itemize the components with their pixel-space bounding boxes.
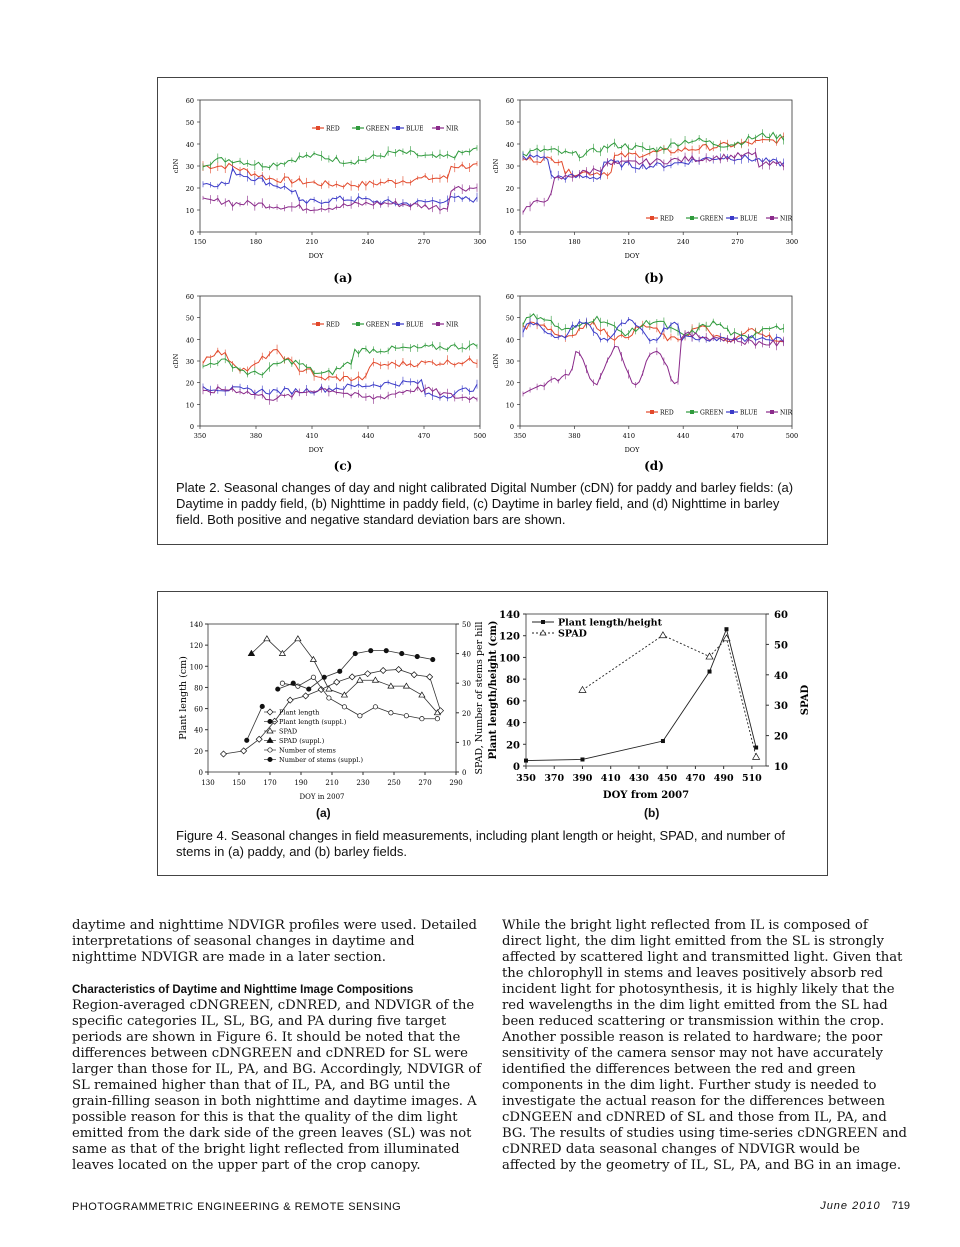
x-tick-label: 170: [263, 779, 277, 787]
legend-marker: [316, 322, 320, 326]
data-point: [357, 677, 363, 682]
journal-name: PHOTOGRAMMETRIC ENGINEERING & REMOTE SENSING: [72, 1201, 402, 1213]
legend-label: NIR: [446, 125, 459, 133]
right-paragraph: While the bright light reflected from IL is composed of direct light, the dim light emitted from the SL is strongly affected by scattered light and transmitted light. Given that the chlorophyll in stems and leaves positively absorb red incident light for photosynthesis, it is highly likely that the red wavelengths in the dim light emitted from the SL had been reduced scattering or transmission within the crop. Another possible reason is related to hardware; the poor sensitivity of the camera sensor may not have accurately identified the differences between the red and green components in the dim light. Further study is needed to investigate the actual reason for the differences between cDNGEEN and cDNRED of SL and those from IL, PA, and BG. The results of studies using time-series cDNGREEN and cDNRED data seasonal changes of NDVIGR would be affected by the geometry of IL, SL, PA, and BG in an image.: [502, 918, 908, 1173]
x-tick-label: 470: [417, 432, 431, 440]
data-point: [365, 671, 371, 677]
figure4b-legend: [532, 618, 663, 640]
legend-marker: [267, 709, 273, 715]
plate2-legend-2: [646, 216, 793, 223]
data-point: [334, 679, 340, 685]
y2-tick-label: 40: [774, 670, 788, 682]
figure4a-label: (a): [316, 806, 331, 820]
legend-marker: [436, 126, 440, 130]
x-tick-label: 350: [513, 432, 527, 440]
y-tick-label: 0: [513, 762, 520, 773]
data-point: [753, 753, 760, 759]
legend-marker: [690, 216, 694, 220]
series-blue: [203, 165, 477, 208]
legend-label: GREEN: [366, 125, 390, 133]
y-tick-label: 50: [185, 119, 194, 127]
x-tick-label: 380: [249, 432, 263, 440]
x-tick-label: 470: [731, 432, 744, 440]
data-point: [524, 759, 528, 763]
y2-tick-label: 10: [462, 739, 471, 748]
plot-frame: [200, 296, 480, 426]
legend-marker: [356, 322, 360, 326]
y2-tick-label: 50: [774, 640, 788, 652]
legend-marker: [356, 126, 360, 130]
y-axis-label: cDN: [492, 353, 500, 369]
legend-label: Plant length/height: [558, 617, 662, 629]
plate2-legend-3: [312, 322, 459, 329]
y-tick-label: 30: [185, 163, 194, 171]
data-point: [303, 693, 309, 699]
issue-date: June 2010: [820, 1200, 881, 1212]
x-tick-label: 210: [325, 779, 339, 787]
x-axis-label: DOY: [624, 252, 640, 260]
x-tick-label: 270: [417, 238, 431, 246]
x-axis-label: DOY in 2007: [299, 793, 345, 801]
legend-marker: [268, 719, 272, 723]
plot-frame: [520, 100, 792, 232]
y-tick-label: 30: [505, 163, 514, 171]
legend-label: SPAD: [279, 727, 298, 736]
plate2-legend-4: [646, 410, 793, 417]
legend-label: Number of stems (suppl.): [279, 756, 364, 764]
left-intro: daytime and nighttime NDVIGR profiles were used. Detailed interpretations of seasonal changes in daytime and nighttime NDVIGR are made in a later section.: [72, 918, 477, 965]
y-tick-label: 0: [189, 423, 194, 431]
x-tick-label: 150: [232, 779, 246, 787]
x-tick-label: 470: [685, 773, 706, 784]
data-point: [403, 683, 409, 688]
y-tick-label: 60: [185, 97, 194, 105]
y-tick-label: 80: [506, 675, 520, 687]
x-tick-label: 350: [193, 432, 207, 440]
legend-marker: [690, 410, 694, 414]
x-tick-label: 230: [356, 779, 370, 787]
x-tick-label: 250: [387, 779, 401, 787]
series-green: [203, 145, 477, 171]
x-tick-label: 450: [657, 773, 678, 784]
series-line: [251, 639, 437, 713]
legend-marker: [396, 126, 400, 130]
x-tick-label: 390: [572, 773, 593, 784]
series-1: [524, 627, 758, 762]
legend-marker: [541, 620, 545, 624]
x-tick-label: 130: [201, 779, 215, 787]
series-nir: [523, 330, 784, 396]
x-tick-label: 300: [785, 238, 799, 246]
section-heading: Characteristics of Daytime and Nighttime Image Compositions: [72, 984, 414, 996]
legend-label: SPAD (suppl.): [279, 737, 325, 745]
data-point: [287, 697, 293, 703]
data-point: [372, 677, 378, 682]
left-paragraph: Region-averaged cDNGREEN, cDNRED, and NDVIGR of the specific categories IL, SL, BG, and PA during five target periods are shown in Figure 6. It should be noted that the differences between cDNGREEN and cDNRED for SL were larger than those for IL, PA, and BG. Accordingly, NDVIGR of SL remained higher than that of IL, PA, and BG until the grain-filling season in both nighttime and daytime images. A possible reason for this is that the quality of the dim light emitted from the dark side of the green leaves (SL) was not same as that of the bright light reflected from illuminated leaves located on the upper part of the crop canopy.: [72, 998, 482, 1173]
figure4a-chart: [176, 602, 485, 817]
plot-frame: [200, 100, 480, 232]
y-tick-label: 120: [499, 631, 520, 643]
data-point: [427, 674, 433, 680]
series-blue: [523, 317, 784, 346]
legend-label: RED: [660, 215, 674, 223]
legend-marker: [730, 216, 734, 220]
plate2-label-1: (a): [333, 271, 353, 285]
y-tick-label: 20: [194, 747, 203, 756]
x-tick-label: 290: [449, 779, 463, 787]
x-tick-label: 380: [568, 432, 581, 440]
data-point: [353, 651, 357, 655]
y-tick-label: 20: [185, 379, 194, 388]
series-nir: [203, 383, 477, 405]
series-line: [247, 706, 263, 740]
data-point: [245, 738, 249, 742]
series-line-blue: [523, 155, 784, 180]
legend-marker: [267, 738, 273, 743]
data-point: [349, 674, 355, 680]
data-point: [389, 711, 393, 715]
series-line: [582, 635, 756, 757]
data-point: [420, 717, 424, 721]
legend-marker: [436, 322, 440, 326]
y-tick-label: 60: [185, 293, 194, 301]
legend-marker: [316, 126, 320, 130]
plate2-panel-4: [492, 293, 798, 454]
plate2-label-3: (c): [333, 459, 353, 473]
data-point: [579, 687, 586, 693]
data-point: [661, 739, 665, 743]
series-nir: [523, 148, 784, 215]
legend-label: BLUE: [406, 321, 424, 329]
y-tick-label: 40: [505, 141, 514, 149]
y-axis-label: Plant length (cm): [178, 656, 189, 740]
data-point: [708, 670, 712, 674]
data-point: [276, 687, 280, 691]
x-tick-label: 410: [600, 773, 621, 784]
data-point: [419, 692, 425, 697]
data-point: [404, 714, 408, 718]
y-tick-label: 120: [189, 642, 203, 651]
y-tick-label: 30: [505, 358, 514, 366]
legend-label: RED: [326, 125, 340, 133]
data-point: [580, 757, 584, 761]
plate2-panel-2: [492, 97, 798, 260]
legend-label: RED: [660, 409, 674, 417]
legend-label: GREEN: [700, 409, 724, 417]
y-tick-label: 10: [505, 401, 514, 410]
y-tick-label: 140: [189, 621, 203, 629]
x-tick-label: 180: [249, 238, 263, 246]
y2-tick-label: 30: [774, 701, 788, 713]
x-tick-label: 150: [513, 238, 527, 246]
y-tick-label: 0: [198, 769, 203, 777]
legend-label: BLUE: [740, 409, 758, 417]
data-point: [338, 669, 342, 673]
legend-label: Plant length (suppl.): [279, 718, 347, 726]
x-tick-label: 440: [361, 432, 375, 440]
data-point: [221, 751, 227, 757]
y-tick-label: 40: [506, 718, 520, 730]
y-tick-label: 20: [185, 185, 194, 193]
data-point: [754, 746, 758, 750]
series-line-green: [523, 314, 784, 338]
y2-tick-label: 60: [774, 610, 788, 621]
data-point: [327, 696, 331, 700]
y-tick-label: 50: [505, 314, 514, 323]
page-number: 719: [891, 1200, 910, 1212]
series-green: [203, 341, 477, 379]
x-axis-label: DOY: [308, 252, 324, 260]
plate2-label-4: (d): [644, 459, 664, 473]
series-line: [278, 651, 433, 689]
data-point: [415, 654, 419, 658]
x-axis-label: DOY from 2007: [602, 790, 690, 801]
legend-marker: [650, 410, 654, 414]
series-line-red: [203, 349, 477, 380]
y-tick-label: 50: [185, 314, 194, 323]
x-tick-label: 240: [361, 238, 375, 246]
y-tick-label: 0: [189, 229, 194, 237]
series-line-green: [203, 148, 477, 168]
data-point: [369, 648, 373, 652]
legend-label: BLUE: [740, 215, 758, 223]
data-point: [264, 636, 270, 641]
data-point: [380, 668, 386, 674]
data-point: [311, 675, 315, 679]
y-tick-label: 40: [194, 726, 203, 735]
data-point: [659, 632, 666, 638]
y2-axis-label: SPAD: [800, 684, 811, 716]
legend-marker: [396, 322, 400, 326]
legend-label: NIR: [780, 409, 793, 417]
data-point: [400, 651, 404, 655]
x-tick-label: 180: [568, 238, 581, 246]
x-axis-label: DOY: [308, 446, 324, 454]
series-line-green: [203, 344, 477, 376]
figure4b-chart: [486, 600, 816, 815]
left-column: [72, 918, 482, 1174]
y-tick-label: 20: [505, 185, 514, 193]
y-tick-label: 80: [194, 684, 203, 693]
y-tick-label: 100: [189, 663, 203, 672]
plot-frame: [520, 296, 792, 426]
x-tick-label: 500: [785, 432, 799, 440]
data-point: [307, 687, 311, 691]
y-tick-label: 60: [505, 97, 514, 105]
data-point: [280, 681, 284, 685]
y-tick-label: 50: [505, 119, 514, 127]
x-tick-label: 190: [294, 779, 308, 787]
x-tick-label: 510: [741, 773, 762, 784]
y-tick-label: 10: [505, 207, 514, 215]
data-point: [260, 704, 264, 708]
legend-label: NIR: [446, 321, 459, 329]
figure4-caption: Figure 4. Seasonal changes in field measurements, including plant length or height, SPAD, and number of stems in (a) paddy, and (b) barley fields.: [176, 828, 785, 859]
plate2-panel-1: [172, 97, 486, 260]
legend-marker: [540, 630, 546, 635]
y-tick-label: 10: [185, 207, 194, 215]
figure4b-label: (b): [644, 806, 660, 820]
series-red: [203, 345, 477, 384]
series-nir: [203, 184, 477, 215]
data-point: [241, 748, 247, 754]
plate2-label-2: (b): [644, 271, 664, 285]
legend-marker: [650, 216, 654, 220]
figure4a-legend: [264, 709, 363, 765]
plate2-caption: Plate 2. Seasonal changes of day and night calibrated Digital Number (cDN) for paddy and barley fields: (a) Daytime in paddy field, (b) Nighttime in paddy field, (c) Daytime in barley field, and (d) Nighttime in barley field. Both positive and negative standard deviation bars are shown.: [176, 480, 794, 527]
x-tick-label: 240: [676, 238, 690, 246]
x-tick-label: 430: [629, 773, 649, 784]
legend-marker: [268, 757, 272, 761]
series-line-blue: [203, 168, 477, 205]
plate2-box: [157, 77, 828, 545]
series-2: [579, 632, 760, 760]
y2-tick-label: 50: [462, 621, 471, 629]
series-line: [224, 669, 441, 754]
series-1: [221, 666, 444, 757]
legend-marker: [730, 410, 734, 414]
x-tick-label: 350: [516, 773, 536, 784]
legend-marker: [770, 410, 774, 414]
y-tick-label: 140: [499, 610, 520, 621]
y-axis-label: cDN: [492, 158, 500, 174]
data-point: [396, 666, 402, 672]
y-tick-label: 40: [185, 141, 194, 149]
series-line: [526, 629, 756, 760]
y-tick-label: 20: [505, 379, 514, 388]
y-tick-label: 40: [185, 336, 194, 345]
plate2-panel-3: [172, 293, 486, 454]
x-tick-label: 270: [418, 779, 432, 787]
series-blue: [523, 151, 784, 183]
x-tick-label: 150: [193, 238, 207, 246]
y-tick-label: 60: [506, 696, 520, 708]
data-point: [342, 705, 346, 709]
y2-tick-label: 40: [462, 650, 471, 659]
y-tick-label: 10: [185, 401, 194, 410]
y2-tick-label: 30: [462, 680, 471, 689]
y-tick-label: 60: [194, 705, 203, 714]
data-point: [384, 648, 388, 652]
data-point: [724, 627, 728, 631]
y-tick-label: 0: [509, 423, 514, 431]
x-tick-label: 370: [544, 773, 565, 784]
legend-label: GREEN: [366, 321, 390, 329]
right-column: [502, 918, 908, 1174]
legend-label: BLUE: [406, 125, 424, 133]
x-tick-label: 270: [731, 238, 744, 246]
page-footer: [820, 1200, 910, 1212]
x-tick-label: 410: [622, 432, 636, 440]
series-line-red: [203, 163, 477, 187]
data-point: [435, 717, 439, 721]
data-point: [295, 636, 301, 641]
x-axis-label: DOY: [624, 446, 640, 454]
x-tick-label: 500: [473, 432, 487, 440]
x-tick-label: 410: [305, 432, 319, 440]
data-point: [322, 675, 326, 679]
y-tick-label: 30: [185, 358, 194, 366]
series-green: [523, 129, 784, 161]
x-tick-label: 210: [305, 238, 319, 246]
legend-marker: [268, 748, 272, 752]
y-axis-label: cDN: [172, 158, 180, 174]
data-point: [291, 681, 295, 685]
y-tick-label: 60: [505, 293, 514, 301]
y-tick-label: 20: [506, 740, 520, 752]
legend-label: SPAD: [558, 628, 587, 640]
data-point: [358, 714, 362, 718]
y2-axis-label: SPAD, Number of stems per hill: [474, 621, 485, 775]
legend-label: GREEN: [700, 215, 724, 223]
y-tick-label: 100: [499, 653, 520, 665]
plate2-charts: [158, 78, 827, 478]
x-tick-label: 490: [713, 773, 734, 784]
y-axis-label: cDN: [172, 353, 180, 369]
legend-marker: [770, 216, 774, 220]
data-point: [431, 657, 435, 661]
data-point: [411, 672, 417, 678]
series-red: [203, 161, 477, 190]
legend-label: RED: [326, 321, 340, 329]
data-point: [373, 705, 377, 709]
x-tick-label: 440: [676, 432, 690, 440]
x-tick-label: 300: [473, 238, 487, 246]
plate2-legend-1: [312, 126, 459, 133]
legend-label: Plant length: [279, 708, 320, 717]
y-tick-label: 40: [505, 336, 514, 345]
legend-label: NIR: [780, 215, 793, 223]
y-tick-label: 0: [509, 229, 514, 237]
y-axis-label: Plant length/height (cm): [488, 620, 499, 760]
series-line-nir: [203, 187, 477, 211]
y2-tick-label: 0: [462, 769, 467, 777]
figure4-box: [157, 591, 828, 876]
x-tick-label: 210: [622, 238, 636, 246]
series-line-red: [523, 322, 784, 342]
y2-tick-label: 20: [462, 709, 471, 718]
y2-tick-label: 10: [774, 762, 788, 773]
y2-tick-label: 20: [774, 731, 788, 743]
legend-label: Number of stems: [279, 746, 336, 755]
